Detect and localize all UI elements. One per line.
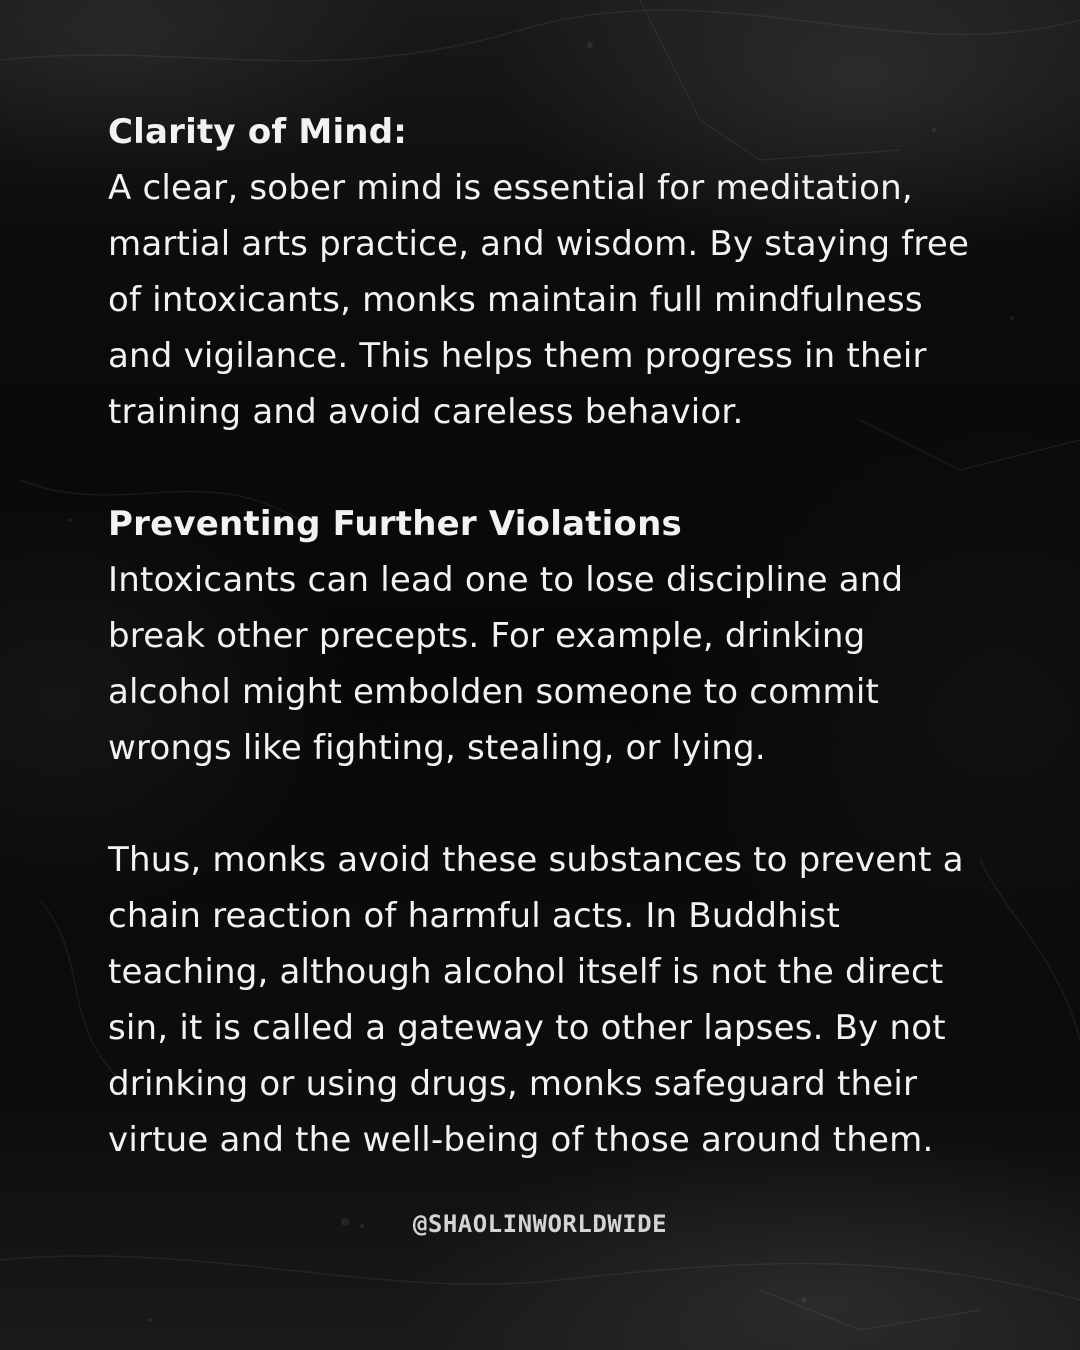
section-body-violations: Intoxicants can lead one to lose discipline and break other precepts. For example, drinking alcohol might embolden someone to commit wrongs like fighting, stealing, or lying. <box>108 560 904 768</box>
paragraph-spacer <box>108 776 988 832</box>
section-heading-clarity: Clarity of Mind: <box>108 112 408 152</box>
closing-paragraph: Thus, monks avoid these substances to prevent a chain reaction of harmful acts. In Buddhist teaching, although alcohol itself is not the direct sin, it is called a gateway to other lapses. By not drinking or using drugs, monks safeguard their virtue and the well-being of those around them. <box>108 840 964 1160</box>
paragraph-spacer <box>108 440 988 496</box>
account-handle: @SHAOLINWORLDWIDE <box>412 1210 668 1238</box>
text-column <box>108 104 988 1168</box>
section-heading-violations: Preventing Further Violations <box>108 504 682 544</box>
section-body-clarity: A clear, sober mind is essential for meditation, martial arts practice, and wisdom. By staying free of intoxicants, monks maintain full mindfulness and vigilance. This helps them progress in their training and avoid careless behavior. <box>108 168 970 432</box>
